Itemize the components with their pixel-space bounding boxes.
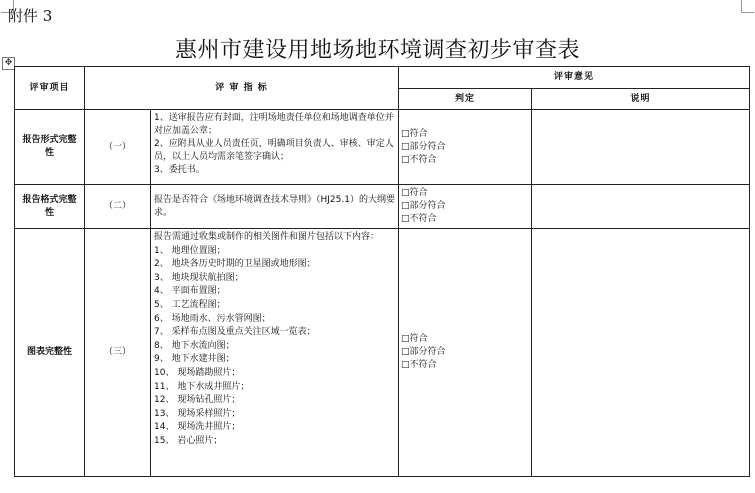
header-criteria: 评 审 指 标 [85, 67, 399, 110]
criteria-line: 5、 工艺流程图； [154, 299, 226, 310]
criteria-line: 7、 采样布点图及重点关注区域一览表； [154, 327, 316, 338]
criteria-line: 2、应附具从业人员责任页，明确项目负责人、审核、审定人员，以上人员均需亲笔签字确认； [154, 139, 394, 162]
criteria-line: 报告是否符合《场地环境调查技术导则》（HJ25.1）的大纲要求。 [154, 194, 395, 218]
option-nonconform-checkbox[interactable]: □不符合 [401, 214, 437, 224]
row-judgement [399, 185, 532, 229]
table-row [15, 110, 750, 185]
row-criteria [151, 185, 399, 229]
criteria-line: 13、 现场采样照片； [154, 408, 241, 419]
criteria-line: 8、 地下水流向图； [154, 340, 235, 351]
option-conform-checkbox[interactable]: □符合 [401, 188, 428, 198]
option-partial-checkbox[interactable]: □部分符合 [401, 141, 446, 152]
criteria-line: 12、 现场钻孔照片； [154, 395, 241, 406]
option-conform-checkbox[interactable]: □符合 [401, 334, 428, 344]
review-table [14, 66, 750, 477]
option-partial-checkbox[interactable]: □部分符合 [401, 347, 446, 357]
option-nonconform-checkbox[interactable]: □不符合 [401, 360, 437, 370]
attachment-label: 附件 3 [8, 7, 53, 25]
header-row-top [15, 67, 750, 89]
table-row [15, 229, 750, 477]
row-explanation[interactable] [532, 229, 750, 477]
criteria-line: 1、 地理位置图； [154, 245, 226, 256]
row-judgement [399, 110, 532, 185]
table-move-handle-icon[interactable]: ✥ [2, 57, 15, 70]
criteria-line: 3、 地块现状航拍图； [154, 272, 244, 283]
criteria-line: 14、 现场洗井照片； [154, 422, 241, 433]
header-item: 评审项目 [15, 67, 85, 110]
option-conform-checkbox[interactable]: □符合 [401, 128, 428, 139]
header-judgement: 判定 [399, 89, 532, 110]
row-judgement [399, 229, 532, 477]
row-category: 报告形式完整性 [15, 110, 85, 185]
row-category: 图表完整性 [15, 229, 85, 477]
row-explanation[interactable] [532, 185, 750, 229]
criteria-line: 15、 岩心照片； [154, 435, 223, 446]
document-title: 惠州市建设用地场地环境调查初步审查表 [174, 38, 580, 63]
criteria-line: 1、送审报告应有封面，注明场地责任单位和场地调查单位并对应加盖公章； [154, 113, 394, 136]
option-partial-checkbox[interactable]: □部分符合 [401, 201, 446, 211]
criteria-line: 4、 平面布置图； [154, 286, 226, 297]
row-number: （二） [85, 185, 151, 229]
criteria-line: 11、 地下水成井照片； [154, 381, 250, 392]
criteria-line: 6、 场地雨水、污水管网图； [154, 313, 271, 324]
row-category: 报告格式完整性 [15, 185, 85, 229]
row-criteria [151, 110, 399, 185]
row-explanation[interactable] [532, 110, 750, 185]
criteria-line: 10、 现场踏勘照片； [154, 367, 241, 378]
header-explanation: 说明 [532, 89, 750, 110]
row-criteria [151, 229, 399, 477]
criteria-line: 3、委托书。 [154, 165, 205, 175]
page-corner-mark-right [741, 0, 754, 13]
option-nonconform-checkbox[interactable]: □不符合 [401, 154, 437, 165]
criteria-line: 2、 地块各历史时期的卫星图或地形图； [154, 259, 316, 270]
row-number: （三） [85, 229, 151, 477]
row-number: （一） [85, 110, 151, 185]
criteria-line: 报告需通过收集或制作的相关图件和图片包括以下内容： [154, 232, 380, 242]
table-row [15, 185, 750, 229]
criteria-line: 9、 地下水建井图； [154, 354, 235, 365]
header-opinion: 评审意见 [399, 67, 750, 89]
